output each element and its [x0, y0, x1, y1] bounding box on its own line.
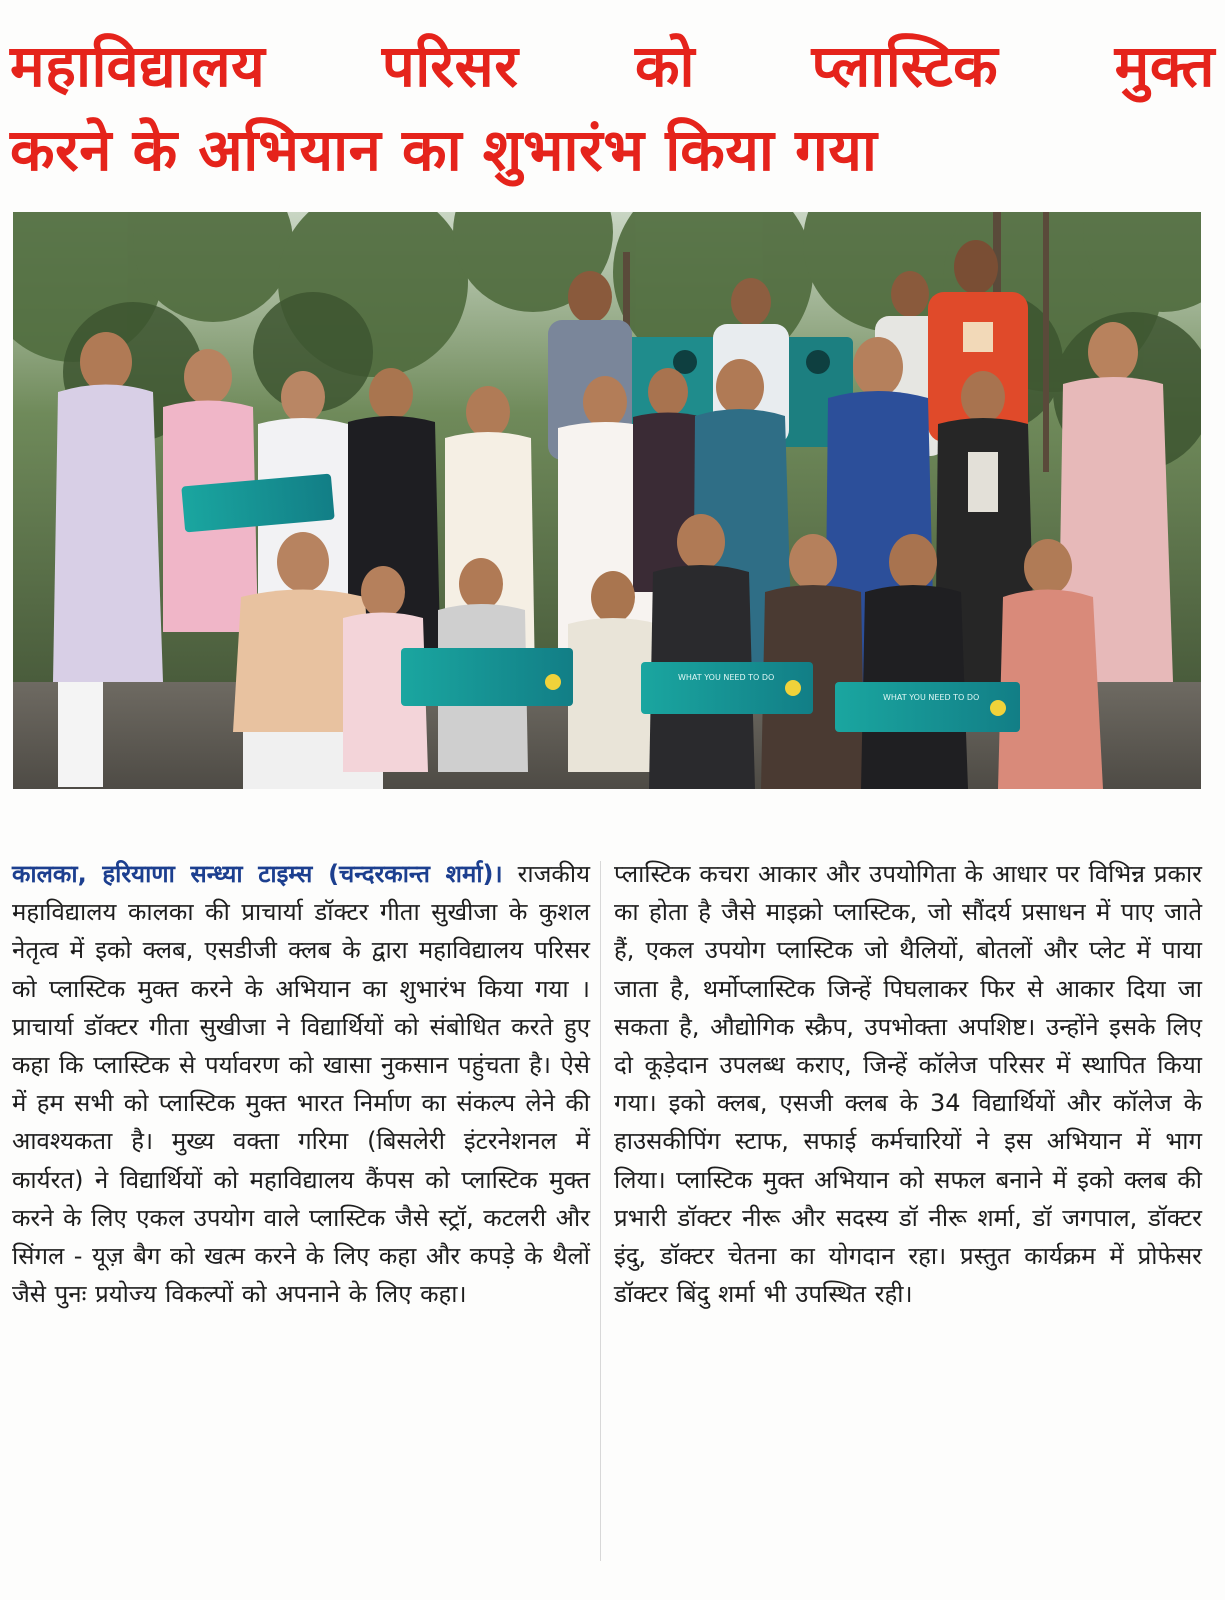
headline-line-1: महाविद्यालय परिसर को प्लास्टिक मुक्त [10, 32, 1215, 100]
article-paragraph-right: प्लास्टिक कचरा आकार और उपयोगिता के आधार पर विभिन्न प्रकार का होता है जैसे माइक्रो प्लास्टिक, जो सौंदर्य प्रसाधन में पाए जाते हैं, एकल उपयोग प्लास्टिक जो थैलियों, बोतलों और प्लेट में पाया जाता है, थर्मोप्लास्टिक जिन्हें पिघलाकर फिर से आकार दिया जा सकता है, औद्योगिक स्क्रैप, उपभोक्ता अपशिष्ट। उन्होंने इसके लिए दो कूड़ेदान उपलब्ध कराए, जिन्हें कॉलेज परिसर में स्थापित किया गया। इको क्लब, एसजी क्लब के 34 विद्यार्थियों और कॉलेज के हाउसकीपिंग स्टाफ, सफाई कर्मचारियों ने इस अभियान में भाग लिया। प्लास्टिक मुक्त अभियान को सफल बनाने में इको क्लब की प्रभारी डॉक्टर नीरू और सदस्य डॉ नीरू शर्मा, डॉ जगपाल, डॉक्टर इंदु, डॉक्टर चेतना का योगदान रहा। प्रस्तुत कार्यक्रम में प्रोफेसर डॉक्टर बिंदु शर्मा भी उपस्थित रही। [614, 860, 1202, 1309]
headline [10, 24, 1215, 192]
banner-text-2: WHAT YOU NEED TO DO [883, 693, 980, 702]
article-column-right [614, 855, 1202, 1313]
group-photo-illustration [13, 212, 1201, 789]
group-photo [13, 212, 1201, 789]
headline-line-2: करने के अभियान का शुभारंभ किया गया [10, 116, 878, 184]
banner-text-1: WHAT YOU NEED TO DO [678, 673, 775, 682]
article-body [12, 855, 1202, 1585]
column-divider [600, 861, 601, 1561]
article-column-left [12, 855, 590, 1313]
article-left-text: राजकीय महाविद्यालय कालका की प्राचार्या डॉक्टर गीता सुखीजा के कुशल नेतृत्व में इको क्लब, एसडीजी क्लब के द्वारा महाविद्यालय परिसर को प्लास्टिक मुक्त करने के अभियान का शुभारंभ किया गया । प्राचार्या डॉक्टर गीता सुखीजा ने विद्यार्थियों को संबोधित करते हुए कहा कि प्लास्टिक से पर्यावरण को खासा नुकसान पहुंचता है। ऐसे में हम सभी को प्लास्टिक मुक्त भारत निर्माण का संकल्प लेने की आवश्यकता है। मुख्य वक्ता गरिमा (बिसलेरी इंटरनेशनल में कार्यरत) ने विद्यार्थियों को महाविद्यालय कैंपस को प्लास्टिक मुक्त करने के लिए एकल उपयोग वाले प्लास्टिक जैसे स्ट्रॉ, कटलरी और सिंगल - यूज़ बैग को खत्म करने के लिए कहा और कपड़े के थैलों जैसे पुनः प्रयोज्य विकल्पों को अपनाने के लिए कहा। [12, 860, 590, 1309]
article-paragraph-left [12, 855, 590, 1313]
dateline: कालका, हरियाणा सन्ध्या टाइम्स (चन्दरकान्त शर्मा)। [12, 860, 503, 888]
